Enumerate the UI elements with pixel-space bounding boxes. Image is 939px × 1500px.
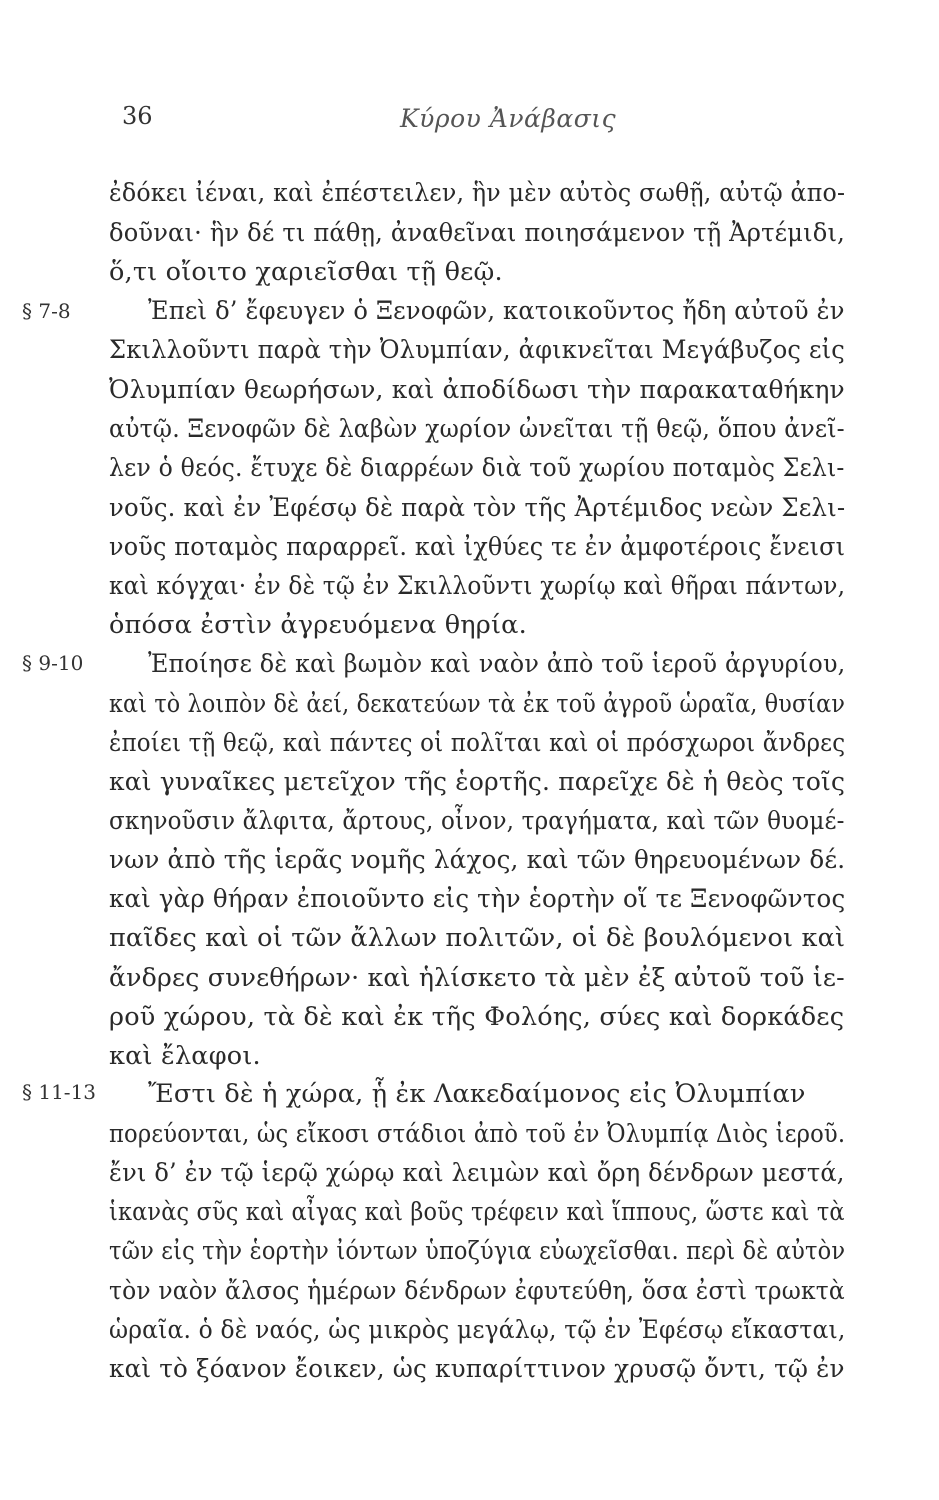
text-line: πορεύονται, ὡς εἴκοσι στάδιοι ἀπὸ τοῦ ἐν Ὀλυμπίᾳ Διὸς ἱεροῦ. xyxy=(109,1119,846,1149)
text-line: νων ἀπὸ τῆς ἱερᾶς νομῆς λάχος, καὶ τῶν θηρευομένων δέ. xyxy=(109,845,846,875)
text-line: καὶ κόγχαι· ἐν δὲ τῷ ἐν Σκιλλοῦντι χωρίῳ καὶ θῆραι πάντων, xyxy=(109,571,846,601)
text-line: Σκιλλοῦντι παρὰ τὴν Ὀλυμπίαν, ἀφικνεῖται Μεγάβυζος εἰς xyxy=(109,335,846,365)
section-marker: § 7-8 xyxy=(22,299,71,323)
text-line: ροῦ χώρου, τὰ δὲ καὶ ἐκ τῆς Φολόης, σύες καὶ δορκάδες xyxy=(109,1002,845,1032)
page-number: 36 xyxy=(122,102,153,130)
page-header xyxy=(0,102,939,142)
text-line: ὡραῖα. ὁ δὲ ναός, ὡς μικρὸς μεγάλῳ, τῷ ἐν Ἐφέσῳ εἴκασται, xyxy=(109,1315,846,1345)
text-line: Ἐποίησε δὲ καὶ βωμὸν καὶ ναὸν ἀπὸ τοῦ ἱεροῦ ἀργυρίου, xyxy=(148,649,846,679)
text-line: σκηνοῦσιν ἄλφιτα, ἄρτους, οἶνον, τραγήματα, καὶ τῶν θυομέ- xyxy=(109,806,845,836)
text-line: νοῦς ποταμὸς παραρρεῖ. καὶ ἰχθύες τε ἐν ἀμφοτέροις ἔνεισι xyxy=(109,532,846,562)
text-line: λεν ὁ θεός. ἔτυχε δὲ διαρρέων διὰ τοῦ χωρίου ποταμὸς Σελι- xyxy=(109,453,845,483)
text-line: καὶ τὸ λοιπὸν δὲ ἀεί, δεκατεύων τὰ ἐκ τοῦ ἀγροῦ ὡραῖα, θυσίαν xyxy=(109,689,846,719)
section-marker: § 11-13 xyxy=(22,1080,97,1104)
text-line: δοῦναι· ἣν δέ τι πάθῃ, ἀναθεῖναι ποιησάμενον τῇ Ἀρτέμιδι, xyxy=(109,218,845,248)
text-line: αὐτῷ. Ξενοφῶν δὲ λαβὼν χωρίον ὠνεῖται τῇ θεῷ, ὅπου ἀνεῖ- xyxy=(109,414,845,444)
text-line: καὶ γὰρ θήραν ἐποιοῦντο εἰς τὴν ἑορτὴν οἵ τε Ξενοφῶντος xyxy=(109,884,846,914)
text-line: ἐδόκει ἰέναι, καὶ ἐπέστειλεν, ἣν μὲν αὐτὸς σωθῇ, αὐτῷ ἀπο- xyxy=(109,178,846,208)
text-line: καὶ ἔλαφοι. xyxy=(109,1041,261,1071)
text-line: Ὀλυμπίαν θεωρήσων, καὶ ἀποδίδωσι τὴν παρακαταθήκην xyxy=(109,375,845,405)
text-line: νοῦς. καὶ ἐν Ἐφέσῳ δὲ παρὰ τὸν τῆς Ἀρτέμιδος νεὼν Σελι- xyxy=(109,493,846,523)
text-line: ἱκανὰς σῦς καὶ αἶγας καὶ βοῦς τρέφειν καὶ ἵππους, ὥστε καὶ τὰ xyxy=(109,1197,845,1227)
text-line: ἄνδρες συνεθήρων· καὶ ἡλίσκετο τὰ μὲν ἐξ αὐτοῦ τοῦ ἱε- xyxy=(109,963,845,993)
text-line: καὶ τὸ ξόανον ἔοικεν, ὡς κυπαρίττινον χρυσῷ ὄντι, τῷ ἐν xyxy=(109,1354,845,1384)
running-title: Κύρου Ἀνάβασις xyxy=(400,104,617,133)
text-line: Ἔστι δὲ ἡ χώρα, ᾗ ἐκ Λακεδαίμονος εἰς Ὀλυμπίαν xyxy=(148,1079,806,1109)
text-line: καὶ γυναῖκες μετεῖχον τῆς ἑορτῆς. παρεῖχε δὲ ἡ θεὸς τοῖς xyxy=(109,767,846,797)
text-line: ἐποίει τῇ θεῷ, καὶ πάντες οἱ πολῖται καὶ οἱ πρόσχωροι ἄνδρες xyxy=(109,728,846,758)
text-line: παῖδες καὶ οἱ τῶν ἄλλων πολιτῶν, οἱ δὲ βουλόμενοι καὶ xyxy=(109,923,846,953)
text-line: τὸν ναὸν ἄλσος ἡμέρων δένδρων ἐφυτεύθη, ὅσα ἐστὶ τρωκτὰ xyxy=(109,1276,845,1306)
text-line: ἔνι δ’ ἐν τῷ ἱερῷ χώρῳ καὶ λειμὼν καὶ ὄρη δένδρων μεστά, xyxy=(109,1158,845,1188)
section-marker: § 9-10 xyxy=(22,651,84,675)
text-line: τῶν εἰς τὴν ἑορτὴν ἰόντων ὑποζύγια εὐωχεῖσθαι. περὶ δὲ αὐτὸν xyxy=(109,1236,846,1266)
text-line: ὁπόσα ἐστὶν ἀγρευόμενα θηρία. xyxy=(109,610,527,640)
text-line: Ἐπεὶ δ’ ἔφευγεν ὁ Ξενοφῶν, κατοικοῦντος ἤδη αὐτοῦ ἐν xyxy=(148,296,845,326)
text-line: ὅ,τι οἴοιτο χαριεῖσθαι τῇ θεῷ. xyxy=(109,257,503,287)
